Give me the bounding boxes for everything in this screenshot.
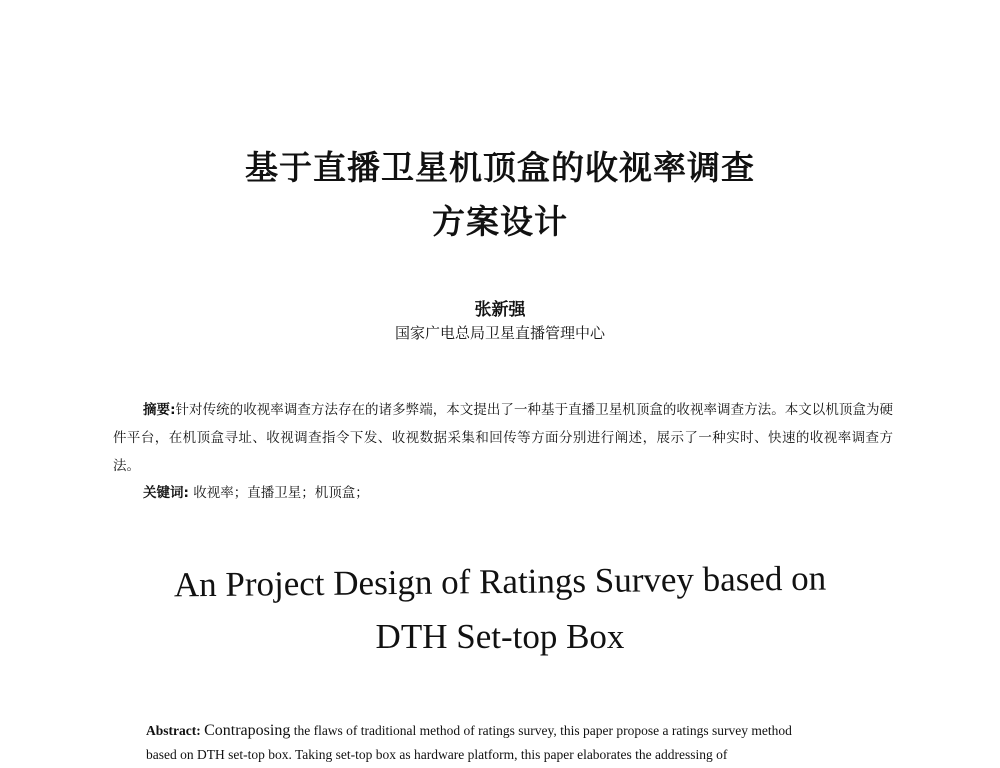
chinese-keywords <box>143 481 369 505</box>
english-title-line-1: An Project Design of Ratings Survey based on <box>173 558 827 605</box>
english-title-line-2: DTH Set-top Box <box>375 617 625 656</box>
english-abstract-label: Abstract: <box>146 723 201 738</box>
chinese-title-line-1: 基于直播卫星机顶盒的收视率调查 <box>245 148 755 187</box>
english-abstract-text: the flaws of traditional method of ratings survey, this paper propose a ratings survey method <box>290 723 792 738</box>
chinese-keywords-text: 收视率；直播卫星；机顶盒； <box>188 485 369 501</box>
english-abstract <box>146 718 906 744</box>
chinese-abstract-text: 针对传统的收视率调查方法存在的诸多弊端，本文提出了一种基于直播卫星机顶盒的收视率调查方法。本文以机顶盒为硬件平台，在机顶盒寻址、收视调查指令下发、收视数据采集和回传等方面分别进行阐述，展示了一种实时、快速的收视率调查方法。 <box>113 402 894 474</box>
english-abstract-first-word: Contraposing <box>204 722 291 739</box>
chinese-title-line-2: 方案设计 <box>432 202 568 241</box>
chinese-abstract-label: 摘要: <box>143 402 176 418</box>
author-name: 张新强 <box>474 300 526 320</box>
chinese-keywords-label: 关键词: <box>143 485 189 501</box>
english-abstract-line-2: based on DTH set-top box. Taking set-top box as hardware platform, this paper elaborates the addressing of <box>146 747 728 762</box>
chinese-abstract <box>113 396 893 480</box>
author-affiliation: 国家广电总局卫星直播管理中心 <box>394 324 605 342</box>
